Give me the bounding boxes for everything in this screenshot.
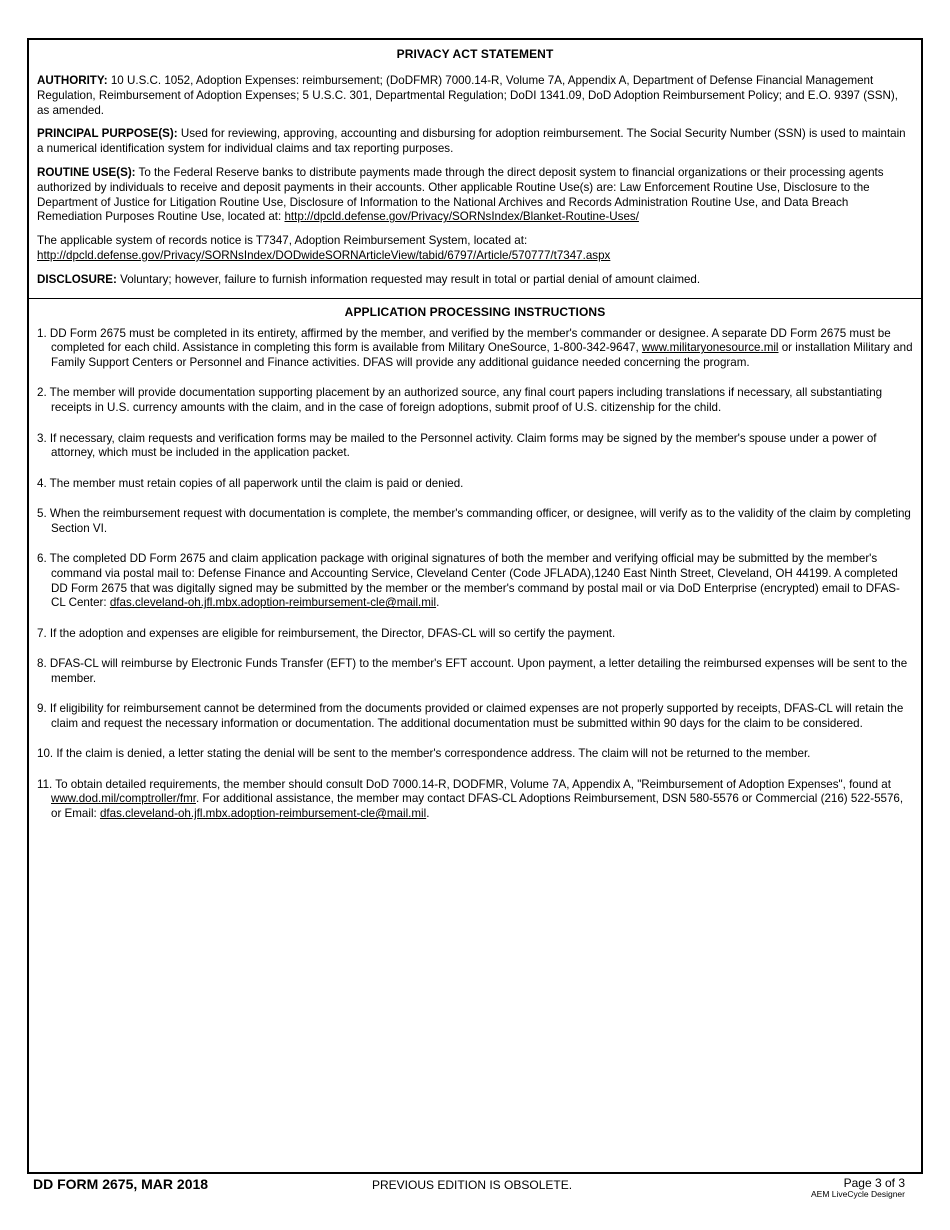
authority-paragraph [37, 74, 913, 118]
military-onesource-link[interactable]: www.militaryonesource.mil [641, 341, 779, 355]
instruction-item: 1. DD Form 2675 must be completed in its entirety, affirmed by the member, and verified by the member's commander or designee. A separate DD Form 2675 must be completed for each child. Assistance in completing this form is available from Military OneSource, 1-800-342-9647, www.militaryonesource.mil or installation Military and Family Support Centers or Personnel and Finance activities. DFAS will provide any additional guidance needed concerning the program. [37, 326, 913, 370]
routine-use-text: To the Federal Reserve banks to distribute payments made through the direct deposit system to financial organizations or their processing agents authorized by individuals to receive and deposit payments in their accounts. Other applicable Routine Use(s) are: Law Enforcement Routine Use, Disclosure to the Department of Justice for Litigation Routine Use, Disclosure of Information to the National Archives and Records Administration Routine Use, and Data Breach Remediation Purposes Routine Use, located at: [37, 165, 884, 224]
instruction-item: 11. To obtain detailed requirements, the member should consult DoD 7000.14-R, DODFMR, Volume 7A, Appendix A, "Reimbursement of Adoption Expenses", found at www.dod.mil/comptroller/fmr. For additional assistance, the member may contact DFAS-CL Adoptions Reimbursement, DSN 580-5576 or Commercial (216) 522-5576, or Email: dfas.cleveland-oh.jfl.mbx.adoption-reimbursement-cle@mail.mil. [37, 777, 904, 821]
authority-text: 10 U.S.C. 1052, Adoption Expenses: reimbursement; (DoDFMR) 7000.14-R, Volume 7A, Appendix A, Department of Defense Financial Management Regulation, Reimbursement of Adoption Expenses; 5 U.S.C. 301, Departmental Regulation; DoDI 1341.09, DoD Adoption Reimbursement Policy; and E.O. 9397 (SSN), as amended. [37, 74, 898, 117]
instruction-item: 8. DFAS-CL will reimburse by Electronic Funds Transfer (EFT) to the member's EFT account. Upon payment, a letter detailing the reimbursed expenses will be sent to the member. [37, 657, 908, 685]
sorn-link[interactable]: http://dpcld.defense.gov/Privacy/SORNsIndex/DODwideSORNArticleView/tabid/6797/Article/570777/t7347.aspx [37, 248, 611, 262]
designer-note: AEM LiveCycle Designer [810, 1189, 905, 1199]
principal-purpose-text: Used for reviewing, approving, accounting and disbursing for adoption reimbursement. The Social Security Number (SSN) is used to maintain a numerical identification system for individual claims and tax reporting purposes. [37, 127, 906, 156]
sorn-paragraph [37, 234, 913, 264]
instruction-item: 5. When the reimbursement request with documentation is complete, the member's commanding officer, or designee, will verify as to the validity of the claim by completing Section VI. [37, 506, 911, 535]
instruction-item: 10. If the claim is denied, a letter stating the denial will be sent to the member's correspondence address. The claim will not be returned to the member. [37, 747, 811, 761]
privacy-act-title: PRIVACY ACT STATEMENT [396, 47, 554, 61]
edition-note: PREVIOUS EDITION IS OBSOLETE. [372, 1178, 573, 1192]
instruction-item: 3. If necessary, claim requests and verification forms may be mailed to the Personnel activity. Claim forms may be signed by the member's spouse under a power of attorney, which must be included in the application packet. [37, 431, 877, 460]
instruction-item: 4. The member must retain copies of all paperwork until the claim is paid or denied. [37, 476, 464, 490]
disclosure-label: DISCLOSURE: [37, 272, 117, 286]
sorn-text: The applicable system of records notice is T7347, Adoption Reimbursement System, located at: [37, 234, 528, 248]
instruction-item: 7. If the adoption and expenses are eligible for reimbursement, the Director, DFAS-CL will so certify the payment. [37, 626, 616, 640]
disclosure-text: Voluntary; however, failure to furnish information requested may result in total or partial denial of amount claimed. [116, 272, 701, 286]
routine-use-paragraph [37, 166, 913, 225]
dod-fmr-link[interactable]: www.dod.mil/comptroller/fmr [51, 792, 196, 806]
privacy-act-section [29, 47, 921, 299]
instructions-list [37, 327, 913, 822]
page-number: Page 3 of 3 [843, 1176, 905, 1190]
instructions-title: APPLICATION PROCESSING INSTRUCTIONS [344, 304, 606, 319]
authority-label: AUTHORITY: [37, 74, 108, 87]
routine-use-link[interactable]: http://dpcld.defense.gov/Privacy/SORNsIndex/Blanket-Routine-Uses/ [284, 210, 639, 224]
dfas-email-link[interactable]: dfas.cleveland-oh.jfl.mbx.adoption-reimbursement-cle@mail.mil [99, 807, 427, 821]
principal-purpose-label: PRINCIPAL PURPOSE(S): [37, 127, 178, 141]
instruction-item: 9. If eligibility for reimbursement cannot be determined from the documents provided or claimed expenses are not properly supported by receipts, DFAS-CL will retain the claim and request the necessary information or documentation. The additional documentation must be submitted within 90 days for the claim to be considered. [37, 702, 904, 730]
routine-use-label: ROUTINE USE(S): [37, 165, 136, 179]
form-frame [27, 38, 923, 1174]
instruction-item: 2. The member will provide documentation supporting placement by an authorized source, any final court papers including translations if necessary, all substantiating receipts in U.S. currency amounts with the claim, and in the case of foreign adoptions, submit proof of U.S. citizenship for the child. [37, 386, 883, 415]
dfas-email-link[interactable]: dfas.cleveland-oh.jfl.mbx.adoption-reimbursement-cle@mail.mil [109, 596, 437, 610]
form-identifier: DD FORM 2675, MAR 2018 [33, 1176, 209, 1192]
disclosure-paragraph [37, 273, 913, 288]
instructions-section [29, 305, 921, 822]
principal-purpose-paragraph [37, 127, 913, 157]
instruction-item: 6. The completed DD Form 2675 and claim application package with original signatures of both the member and verifying official may be submitted by the member's command via postal mail to: Defense Finance and Accounting Service, Cleveland Center (Code JFLADA),1240 East Ninth Street, Cleveland, OH 44199. A completed DD Form 2675 that was digitally signed may be submitted by the member or the member's command by postal mail or via DoD Enterprise (encrypted) email to DFAS-CL Center: dfas.cleveland-oh.jfl.mbx.adoption-reimbursement-cle@mail.mil. [37, 552, 900, 610]
